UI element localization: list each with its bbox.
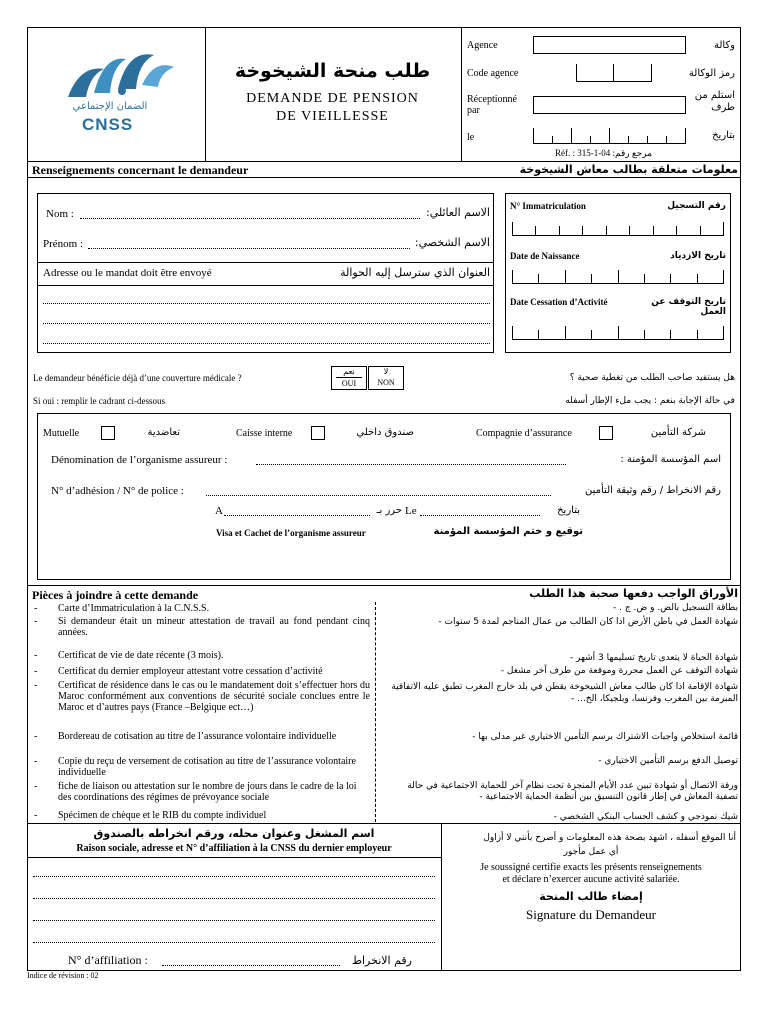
date-label-ar: بتاريخ	[557, 505, 580, 516]
declaration-ar-1: أنا الموقع أسفله ، اشهد بصحة هذه المعلومات و أصرح بأنني لا أزاول	[483, 833, 736, 843]
adresse-divider-top	[37, 262, 494, 263]
employer-line-2[interactable]	[33, 898, 435, 899]
pieces-ar-item: قائمة استخلاص واجبات الاشتراك برسم التأمين الاختياري غير مدلى بها -	[472, 732, 738, 742]
logo-text: CNSS	[82, 115, 134, 134]
employer-title-underline	[27, 857, 441, 858]
receptionne-label-2: par	[467, 105, 480, 116]
adresse-divider-bottom	[37, 285, 494, 286]
declaration-ar-2: أي عمل مأجور	[563, 847, 619, 857]
pieces-column-divider	[375, 602, 376, 822]
bottom-divider-top	[27, 823, 741, 824]
lieu-input[interactable]	[224, 515, 370, 516]
receptionne-label: Réceptionné	[467, 94, 517, 105]
signature-label-fr: Signature du Demandeur	[526, 907, 656, 922]
lieu-label-ar: حرر بـ	[376, 505, 402, 516]
header-divider-1	[205, 27, 206, 161]
pieces-ar-item: توصيل الدفع برسم التأمين الاختياري -	[598, 756, 738, 766]
title-french-1: DEMANDE DE PENSION	[246, 91, 419, 106]
oui-box[interactable]	[331, 366, 367, 390]
title-french-2: DE VIEILLESSE	[276, 109, 389, 124]
caisse-label: Caisse interne	[236, 428, 293, 439]
adhesion-label: N° d’adhésion / N° de police :	[51, 485, 184, 497]
receptionne-label-ar-2: طرف	[711, 102, 735, 113]
agence-field[interactable]	[533, 36, 686, 54]
employer-title-ar: اسم المشغل وعنوان محله، ورقم انخراطه بالصندوق	[93, 827, 375, 840]
section1-title-ar: معلومات متعلقة بطالب معاش الشيخوخة	[519, 163, 738, 176]
mutuelle-checkbox[interactable]	[101, 426, 115, 440]
prenom-label-ar: الاسم الشخصي:	[414, 236, 490, 249]
date-field[interactable]	[533, 128, 686, 144]
denomination-label: Dénomination de l’organisme assureur :	[51, 454, 228, 466]
pieces-ar-item: بطاقة التسجيل بالض. و ض. ج . -	[613, 603, 738, 613]
employer-line-3[interactable]	[33, 920, 435, 921]
agence-label-ar: وكالة	[713, 40, 735, 51]
reference: Réf. : 315-1-04 :مرجع رقم	[555, 148, 653, 158]
employer-title-fr: Raison sociale, adresse et N° d’affiliation à la CNSS du dernier employeur	[76, 843, 392, 854]
le-label: le	[467, 132, 475, 143]
pieces-title-fr: Pièces à joindre à cette demande	[32, 588, 199, 602]
non-box[interactable]	[368, 366, 404, 390]
immat-label-ar: رقم التسجيل	[667, 201, 726, 211]
receptionne-label-ar: استلم من	[694, 90, 735, 101]
le-label-ar: بتاريخ	[712, 130, 735, 141]
mutuelle-label-ar: تعاضدية	[147, 427, 180, 438]
logo-arabic: الضمان الإجتماعي	[72, 101, 148, 112]
immat-field[interactable]	[512, 222, 724, 236]
denomination-input[interactable]	[256, 464, 566, 465]
pieces-list-fr: - Carte d’Immatriculation à la C.N.S.S. - Si demandeur était un mineur attestation de travail au fond pendant cinq années. - Certificat de vie de date récente (3 mois). - Certificat du dernier employeur attestant votre cessation d’activité - Certificat de résidence dans le cas ou le mandatement doit s’effectuer hors du Maroc conformément aux conventions de sécurité sociale conclues entre le Maroc et d’autres pays (France –Belgique ect…) - Bordereau de cotisation au titre de l’assurance volontaire individuelle - Copie du reçu de versement de cotisation au titre de l’assurance volontaire individuelle - fiche de liaison ou attestation sur le nombre de jours dans le cadre de la loi des coordinations des régimes de prévoyance sociale - Spécimen de chèque et le RIB du compte individuel	[34, 603, 370, 821]
code-agence-label: Code agence	[467, 68, 519, 79]
cessation-label: Date Cessation d’Activité	[510, 297, 608, 307]
cnss-logo-icon	[60, 45, 180, 105]
bottom-column-divider	[441, 823, 442, 971]
code-agence-field[interactable]	[576, 64, 652, 82]
caisse-label-ar: صندوق داخلي	[356, 427, 414, 438]
affiliation-label-ar: رقم الانخراط	[351, 954, 412, 967]
naissance-label-ar: تاريخ الازدياد	[670, 251, 726, 261]
section1-title-fr: Renseignements concernant le demandeur	[32, 163, 249, 177]
title-arabic: طلب منحة الشيخوخة	[234, 60, 431, 82]
non-label: NON	[377, 378, 395, 387]
oui-label: OUI	[336, 377, 362, 389]
visa-label: Visa et Cachet de l’organisme assureur	[216, 528, 366, 538]
revision-label: Indice de révision : 02	[27, 971, 99, 980]
prenom-input[interactable]	[88, 248, 410, 249]
nom-label-ar: الاسم العائلي:	[425, 206, 490, 219]
prenom-label: Prénom :	[43, 238, 84, 250]
immat-label: N° Immatriculation	[510, 201, 586, 211]
employer-line-4[interactable]	[33, 942, 435, 943]
denomination-label-ar: اسم المؤسسة المؤمنة :	[620, 454, 721, 465]
pieces-ar-item: ورقة الاتصال أو شهادة تبين عدد الأيام المنجزة تحت نظام آخر للحماية الاجتماعية في حالة تصفية المعاش في إطار قانون التنسيق بين أنظمة الحماية الاجتماعية -	[407, 781, 738, 802]
sioui-label: Si oui : remplir le cadrant ci-dessous	[33, 396, 165, 406]
signature-label-ar: إمضاء طالب المنحة	[539, 890, 643, 903]
section1-title-underline	[27, 177, 741, 178]
adresse-label-ar: العنوان الذي سترسل إليه الحوالة	[340, 266, 490, 279]
employer-line-1[interactable]	[33, 876, 435, 877]
header-divider-2	[461, 27, 462, 161]
sioui-label-ar: في حالة الإجابة بنعم : يجب ملء الإطار أسفله	[565, 396, 735, 406]
cessation-label-ar: تاريخ التوقف عن العمل	[651, 297, 726, 317]
cessation-field[interactable]	[512, 326, 724, 340]
pieces-title-ar: الأوراق الواجب دفعها صحبة هذا الطلب	[529, 587, 738, 600]
cover-date-input[interactable]	[420, 515, 540, 516]
pieces-divider-top	[27, 585, 741, 586]
pieces-ar-item: شهادة العمل في باطن الأرض اذا كان الطالب من عمال المناجم لمدة 5 سنوات -	[438, 617, 738, 627]
receptionne-field[interactable]	[533, 96, 686, 114]
naissance-label: Date de Naissance	[510, 251, 580, 261]
header-divider-bottom	[27, 161, 741, 162]
declaration-fr-2: et déclare n’exercer aucune activité salariée.	[502, 874, 680, 885]
adresse-line-3[interactable]	[43, 343, 490, 344]
oui-label-ar: نعم	[343, 367, 355, 376]
date-label: Le	[405, 505, 417, 517]
cnss-logo	[60, 45, 180, 140]
couverture-question-ar: هل يستفيد صاحب الطلب من تغطية صحية ؟	[569, 373, 735, 383]
caisse-checkbox[interactable]	[311, 426, 325, 440]
agence-label: Agence	[467, 40, 498, 51]
compagnie-checkbox[interactable]	[599, 426, 613, 440]
declaration-fr-1: Je soussigné certifie exacts les présents renseignements	[480, 862, 702, 873]
non-label-ar: لا	[383, 367, 389, 376]
nom-input[interactable]	[80, 218, 420, 219]
code-agence-label-ar: رمز الوكالة	[688, 68, 735, 79]
adresse-label: Adresse ou le mandat doit être envoyé	[43, 267, 212, 279]
adresse-line-1[interactable]	[43, 303, 490, 304]
affiliation-label: N° d’affiliation :	[68, 953, 148, 967]
naissance-field[interactable]	[512, 270, 724, 284]
signature-area[interactable]	[450, 925, 732, 967]
couverture-question: Le demandeur bénéficie déjà d’une couverture médicale ?	[33, 373, 242, 383]
pieces-ar-item: شهادة التوقف عن العمل محررة وموقعة من طرف آخر مشغل -	[500, 666, 738, 676]
visa-label-ar: توقيع و ختم المؤسسة المؤمنة	[433, 526, 583, 537]
adhesion-input[interactable]	[206, 495, 551, 496]
pieces-ar-item: شهادة الإقامة اذا كان طالب معاش الشيخوخة يقطن في بلد خارج المغرب تطبق عليه الاتفاقية المبرمة بين المغرب وفرنسا، وبلجيكا، الخ... -	[391, 682, 738, 704]
pieces-list-ar	[380, 603, 738, 823]
pieces-ar-item: شهادة الحياة لا يتعدى تاريخ تسليمها 3 أشهر -	[569, 653, 738, 663]
affiliation-input[interactable]	[162, 965, 340, 966]
adhesion-label-ar: رقم الانخراط / رقم وثيقة التأمين	[585, 485, 721, 496]
lieu-label: A	[215, 505, 223, 517]
pieces-ar-item: شيك نموذجي و كشف الحساب البنكي الشخصي -	[553, 812, 738, 822]
adresse-line-2[interactable]	[43, 323, 490, 324]
nom-label: Nom :	[46, 208, 74, 220]
compagnie-label-ar: شركة التأمين	[650, 427, 706, 438]
mutuelle-label: Mutuelle	[43, 428, 80, 439]
compagnie-label: Compagnie d’assurance	[476, 428, 572, 439]
